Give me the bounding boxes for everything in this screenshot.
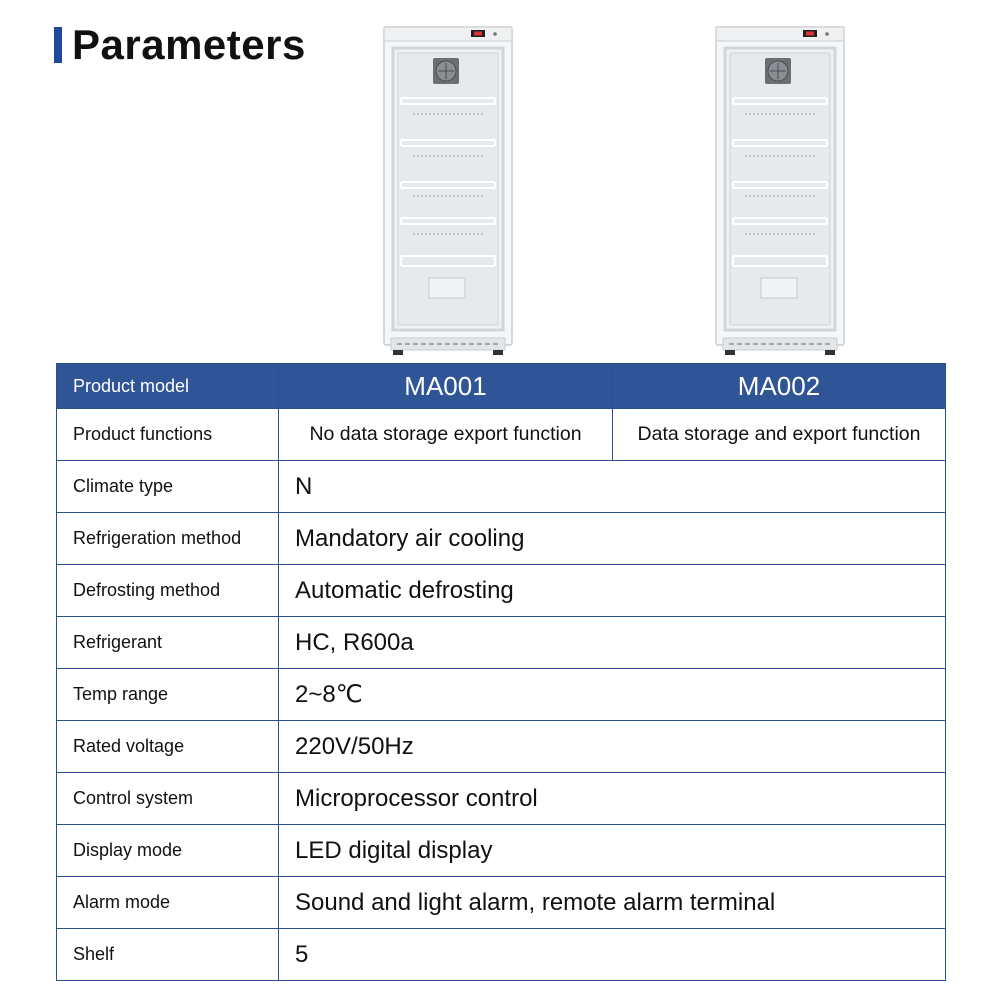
table-row xyxy=(57,773,946,825)
row-value: N xyxy=(279,461,946,513)
row-label: Defrosting method xyxy=(57,565,279,617)
page-title: Parameters xyxy=(72,21,306,68)
row-value: Mandatory air cooling xyxy=(279,513,946,565)
table-row xyxy=(57,721,946,773)
parameters-table xyxy=(56,363,946,981)
row-value: Microprocessor control xyxy=(279,773,946,825)
functions-row xyxy=(57,409,946,461)
row-value: Sound and light alarm, remote alarm terminal xyxy=(279,877,946,929)
row-label: Refrigerant xyxy=(57,617,279,669)
row-label: Refrigeration method xyxy=(57,513,279,565)
table-row xyxy=(57,617,946,669)
row-value: HC, R600a xyxy=(279,617,946,669)
function-ma002: Data storage and export function xyxy=(613,409,946,461)
table-row xyxy=(57,565,946,617)
row-label: Temp range xyxy=(57,669,279,721)
row-label: Rated voltage xyxy=(57,721,279,773)
row-value: LED digital display xyxy=(279,825,946,877)
header-label: Product model xyxy=(57,364,279,409)
table-row xyxy=(57,929,946,981)
row-label: Display mode xyxy=(57,825,279,877)
table-row xyxy=(57,513,946,565)
row-label: Alarm mode xyxy=(57,877,279,929)
row-label: Product functions xyxy=(57,409,279,461)
table-header-row xyxy=(57,364,946,409)
row-label: Shelf xyxy=(57,929,279,981)
title-accent-bar xyxy=(54,27,62,63)
model-ma002: MA002 xyxy=(613,364,946,409)
row-value: Automatic defrosting xyxy=(279,565,946,617)
table-row xyxy=(57,669,946,721)
row-value: 2~8℃ xyxy=(279,669,946,721)
refrigerator-image-ma001 xyxy=(383,26,513,356)
table-row xyxy=(57,825,946,877)
row-label: Control system xyxy=(57,773,279,825)
table-row xyxy=(57,461,946,513)
row-label: Climate type xyxy=(57,461,279,513)
table-row xyxy=(57,877,946,929)
function-ma001: No data storage export function xyxy=(279,409,613,461)
row-value: 220V/50Hz xyxy=(279,721,946,773)
model-ma001: MA001 xyxy=(279,364,613,409)
refrigerator-image-ma002 xyxy=(715,26,845,356)
row-value: 5 xyxy=(279,929,946,981)
page-header xyxy=(54,22,306,68)
